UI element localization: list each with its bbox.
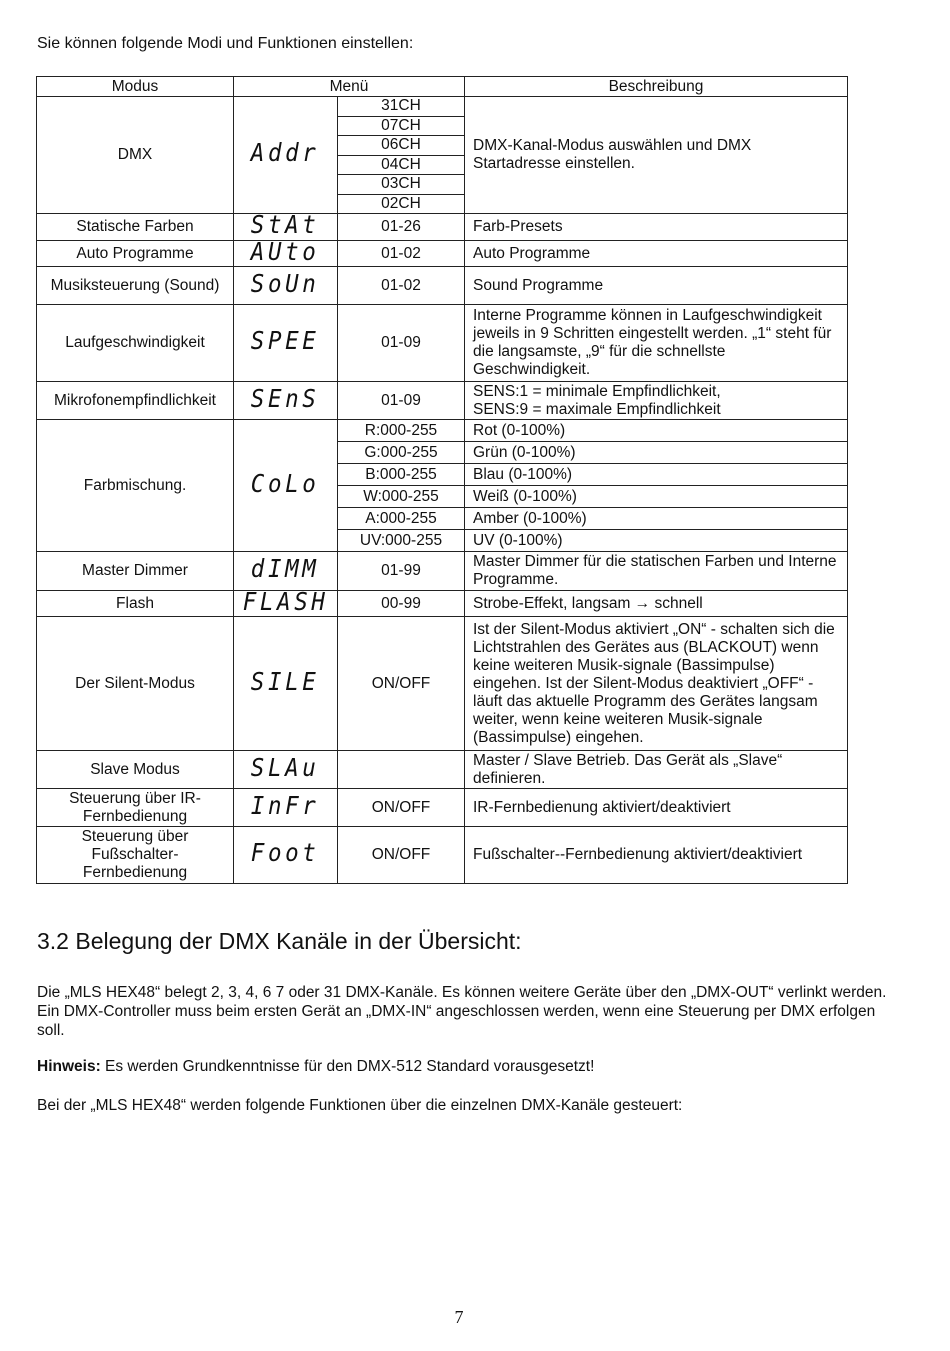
mode-cell: Musiksteuerung (Sound): [37, 267, 234, 305]
header-modus: Modus: [37, 77, 234, 97]
paragraph-dmx-channels: Die „MLS HEX48“ belegt 2, 3, 4, 6 7 oder 31 DMX-Kanäle. Es können weitere Geräte über den „DMX-OUT“ verlinkt werden. Ein DMX-Controller muss beim ersten Gerät an „DMX-IN“ angeschlossen werden, wenn eine Steuerung per DMX erfolgen soll.: [37, 984, 887, 1039]
lcd-display: SoUn: [251, 268, 320, 298]
description-cell: IR-Fernbedienung aktiviert/deaktiviert: [465, 789, 848, 827]
mode-cell: Statische Farben: [37, 214, 234, 241]
page-number: 7: [454, 1307, 464, 1327]
table-row: [37, 617, 848, 751]
menu-code-cell: [234, 420, 338, 552]
mode-farbmischung: Farbmischung.: [37, 420, 234, 552]
description-cell: Fußschalter--Fernbedienung aktiviert/deaktiviert: [465, 827, 848, 884]
menu-code-cell: [234, 617, 338, 751]
description-cell: Farb-Presets: [465, 214, 848, 241]
description-cell: Sound Programme: [465, 267, 848, 305]
description-cell: Auto Programme: [465, 241, 848, 267]
menu-code-cell: [234, 236, 338, 267]
table-row: [37, 241, 848, 267]
note-paragraph: [37, 1057, 887, 1076]
description-cell: Grün (0-100%): [465, 442, 848, 464]
value-cell: 04CH: [338, 155, 465, 175]
sens-line-1: SENS:1 = minimale Empfindlichkeit,: [473, 382, 721, 400]
table-row: [37, 305, 848, 382]
description-cell: Amber (0-100%): [465, 508, 848, 530]
value-cell: 31CH: [338, 97, 465, 117]
mode-cell: Mikrofonempfindlichkeit: [37, 382, 234, 420]
modes-table: [36, 76, 848, 884]
description-cell: [465, 382, 848, 420]
table-header-row: [37, 77, 848, 97]
lcd-display: InFr: [251, 790, 320, 820]
description-cell: Ist der Silent-Modus aktiviert „ON“ - schalten sich die Lichtstrahlen des Gerätes aus (BLACKOUT) wenn keine weiteren Musik-signale (Bassimpulse) eingehen. Ist der Silent-Modus deaktiviert „OFF“ - läuft das aktuelle Programm des Gerätes langsam weiter, wenn keine weiteren Musik-signale (Bassimpulse) eingehen.: [465, 617, 848, 751]
lcd-display: AUto: [251, 236, 320, 266]
description-cell: Master / Slave Betrieb. Das Gerät als „Slave“ definieren.: [465, 751, 848, 789]
menu-code-cell: [234, 751, 338, 789]
description-cell: Rot (0-100%): [465, 420, 848, 442]
value-cell: 01-09: [338, 305, 465, 382]
lcd-display: SPEE: [251, 326, 320, 355]
value-cell: ON/OFF: [338, 789, 465, 827]
mode-cell: Flash: [37, 591, 234, 617]
note-text: Es werden Grundkenntnisse für den DMX-512 Standard vorausgesetzt!: [100, 1058, 595, 1075]
description-dmx: DMX-Kanal-Modus auswählen und DMX Startadresse einstellen.: [465, 97, 848, 214]
lcd-display: SLAu: [251, 752, 320, 782]
value-cell: 06CH: [338, 136, 465, 156]
lcd-display: SEnS: [251, 383, 320, 413]
mode-cell: Laufgeschwindigkeit: [37, 305, 234, 382]
value-cell: A:000-255: [338, 508, 465, 530]
menu-code-cell: [234, 552, 338, 591]
description-cell: Strobe-Effekt, langsam → schnell: [465, 591, 848, 617]
paragraph-functions: Bei der „MLS HEX48“ werden folgende Funktionen über die einzelnen DMX-Kanäle gesteuert:: [37, 1097, 683, 1114]
value-cell: ON/OFF: [338, 617, 465, 751]
table-row: [37, 267, 848, 305]
table-row: [37, 97, 848, 117]
table-row: [37, 552, 848, 591]
mode-cell: Slave Modus: [37, 751, 234, 789]
mode-cell: Der Silent-Modus: [37, 617, 234, 751]
value-cell: 01-02: [338, 241, 465, 267]
intro-text: Sie können folgende Modi und Funktionen einstellen:: [37, 35, 414, 52]
mode-cell: Master Dimmer: [37, 552, 234, 591]
value-cell: W:000-255: [338, 486, 465, 508]
mode-dmx: DMX: [37, 97, 234, 214]
menu-code-cell: [234, 382, 338, 420]
value-cell: 01-09: [338, 382, 465, 420]
table-row: [37, 214, 848, 241]
menu-code-cell: [234, 586, 338, 617]
value-cell: 01-02: [338, 267, 465, 305]
value-cell: R:000-255: [338, 420, 465, 442]
value-cell: 07CH: [338, 116, 465, 136]
value-cell: 03CH: [338, 175, 465, 195]
value-cell: 02CH: [338, 194, 465, 214]
mode-cell: Steuerung über Fußschalter-Fernbedienung: [37, 827, 234, 884]
mode-cell: Auto Programme: [37, 241, 234, 267]
description-cell: Interne Programme können in Laufgeschwindigkeit jeweils in 9 Schritten eingestellt werden. „1“ steht für die langsamste, „9“ für die schnellste Geschwindigkeit.: [465, 305, 848, 382]
description-cell: Blau (0-100%): [465, 464, 848, 486]
value-cell: B:000-255: [338, 464, 465, 486]
menu-code-cell: [234, 827, 338, 884]
value-cell: UV:000-255: [338, 530, 465, 552]
table-row: [37, 751, 848, 789]
table-row: [37, 789, 848, 827]
header-beschreibung: Beschreibung: [465, 77, 848, 97]
value-cell: 01-99: [338, 552, 465, 591]
mode-cell: Steuerung über IR-Fernbedienung: [37, 789, 234, 827]
table-row: [37, 382, 848, 420]
menu-code-cell: [234, 305, 338, 382]
sens-line-2: SENS:9 = maximale Empfindlichkeit: [473, 400, 721, 418]
table-row: [37, 591, 848, 617]
lcd-display: StAt: [251, 210, 320, 239]
menu-code-cell: [234, 267, 338, 305]
description-cell: Weiß (0-100%): [465, 486, 848, 508]
value-cell: 00-99: [338, 591, 465, 617]
value-cell: ON/OFF: [338, 827, 465, 884]
note-label: Hinweis:: [37, 1058, 101, 1075]
lcd-display: SILE: [251, 666, 320, 696]
description-cell: Master Dimmer für die statischen Farben und Interne Programme.: [465, 552, 848, 591]
lcd-display: CoLo: [251, 468, 320, 498]
value-cell: [338, 751, 465, 789]
menu-code-dmx: [234, 97, 338, 214]
description-cell: UV (0-100%): [465, 530, 848, 552]
table-row: [37, 827, 848, 884]
menu-code-cell: [234, 789, 338, 827]
section-heading: 3.2 Belegung der DMX Kanäle in der Übersicht:: [37, 928, 522, 954]
lcd-display: Addr: [251, 138, 320, 167]
table-row: [37, 420, 848, 442]
lcd-display: FLASH: [242, 586, 329, 616]
value-cell: G:000-255: [338, 442, 465, 464]
value-cell: 01-26: [338, 214, 465, 241]
lcd-display: Foot: [251, 838, 320, 867]
header-menue: Menü: [234, 77, 465, 97]
lcd-display: dIMM: [251, 554, 320, 583]
